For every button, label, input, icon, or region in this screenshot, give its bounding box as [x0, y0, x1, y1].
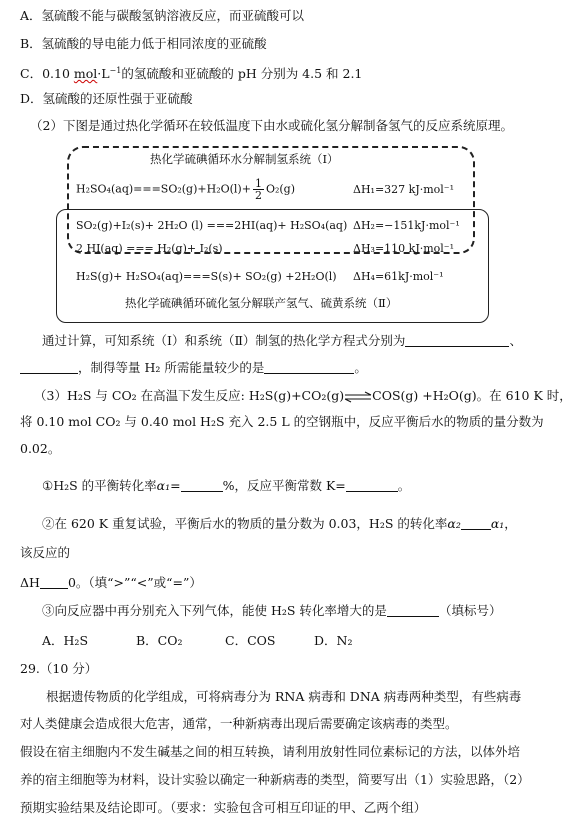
q3-sub-3-tail: （填标号）	[438, 603, 502, 618]
q29-title: 29.（10 分）	[20, 661, 98, 676]
q29-paragraph-5: 预期实验结果及结论即可。（要求：实验包含可相互印证的甲、乙两个组）	[20, 800, 427, 815]
option2-b: B．CO₂	[136, 633, 183, 648]
fraction-numerator: 1	[254, 177, 262, 190]
delta-h-label: ΔH	[20, 575, 40, 590]
q29-paragraph-1: 根据遗传物质的化学组成，可将病毒分为 RNA 病毒和 DNA 病毒两种类型，有些病毒	[46, 689, 522, 704]
q2-end: 。	[354, 360, 367, 375]
q2-intro: （2）下图是通过热化学循环在较低温度下由水或硫化氢分解制备氢气的反应系统原理。	[30, 118, 513, 133]
q3-line-1b: COS(g) +H₂O(g)。在 610 K 时，	[372, 388, 572, 403]
delta-h1: ΔH₁=327 kJ·mol⁻¹	[353, 183, 455, 196]
answer-blank-k[interactable]	[346, 478, 398, 492]
option2-c: C．COS	[225, 633, 276, 648]
q2-text-1-label: 通过计算，可知系统（Ⅰ）和系统（Ⅱ）制氢的热化学方程式分别为	[42, 333, 406, 348]
q3-sub-2-delta-h	[20, 575, 202, 591]
q3-sub-1-end: 。	[397, 478, 411, 493]
q29-paragraph-3: 假设在宿主细胞内不发生碱基之间的相互转换，请利用放射性同位素标记的方法，以体外培	[20, 744, 521, 759]
q3-sub-1b: =	[170, 478, 181, 493]
option-d: D．氢硫酸的还原性强于亚硫酸	[20, 91, 193, 106]
q3-line-3: 0.02。	[20, 441, 61, 456]
system-1-title: 热化学硫碘循环水分解制氢系统（Ⅰ）	[150, 152, 339, 166]
q3-sub-1c: %，反应平衡常数 K=	[222, 478, 346, 493]
q3-sub-2a: ②在 620 K 重复试验，平衡后水的物质的量分数为 0.03，H₂S 的转化率	[42, 516, 448, 531]
fraction-denominator: 2	[254, 189, 262, 202]
q3-sub-1a: ①H₂S 的平衡转化率	[42, 478, 157, 493]
q3-sub-2-comma: ，	[504, 516, 517, 531]
alpha-2-symbol: α₂	[447, 516, 461, 531]
q3-line-1	[34, 388, 572, 404]
equation-2: SO₂(g)+I₂(s)+ 2H₂O (l) ===2HI(aq)+ H₂SO₄(aq)	[76, 219, 348, 232]
delta-h3: ΔH₃=110 kJ·mol⁻¹	[353, 242, 455, 255]
answer-blank-delta-h[interactable]	[40, 575, 68, 589]
q3-sub-3	[42, 603, 501, 619]
option-c-post: 的氢硫酸和亚硫酸的 pH 分别为 4.5 和 2.1	[121, 66, 363, 81]
alpha-1-symbol-2: α₁	[490, 516, 505, 531]
option-c	[20, 63, 362, 82]
answer-blank-less-energy[interactable]	[264, 360, 354, 374]
q29-paragraph-4: 养的宿主细胞等为材料，设计实验以确定一种新病毒的类型，简要写出（1）实验思路，（2）	[20, 772, 530, 787]
option-b: B．氢硫酸的导电能力低于相同浓度的亚硫酸	[20, 36, 267, 51]
q29-paragraph-2: 对人类健康会造成很大危害，通常，一种新病毒出现后需要确定该病毒的类型。	[20, 716, 458, 731]
q3-sub-2d: 0。（填“>”“<”或“=”）	[67, 575, 202, 590]
q3-sub-2	[42, 516, 517, 532]
q3-sub-1	[42, 478, 410, 494]
option-c-unit: mol	[73, 66, 98, 81]
option2-d: D．N₂	[314, 633, 353, 648]
fraction-one-half	[253, 178, 264, 201]
q3-line-2: 将 0.10 mol CO₂ 与 0.40 mol H₂S 充入 2.5 L 的空钢瓶中，反应平衡后水的物质的量分数为	[20, 414, 544, 429]
q2-sep: 、	[509, 333, 522, 348]
equation-1-main: H₂SO₄(aq)===SO₂(g)+H₂O(l)+	[76, 182, 251, 196]
option-a: A．氢硫酸不能与碳酸氢钠溶液反应，而亚硫酸可以	[20, 8, 305, 23]
q3-sub-2b: 该反应的	[20, 545, 71, 560]
equilibrium-arrow-icon	[344, 392, 372, 402]
option-c-mid: ·L	[97, 66, 110, 81]
q2-text-2-label: ，制得等量 H₂ 所需能量较少的是	[78, 360, 265, 375]
q3-line-1a: （3）H₂S 与 CO₂ 在高温下发生反应: H₂S(g)+CO₂(g)	[34, 388, 345, 403]
equation-1-tail: O₂(g)	[265, 182, 296, 196]
delta-h4: ΔH₄=61kJ·mol⁻¹	[353, 270, 444, 283]
equation-3: 2 HI(aq) === H₂(g)+ I₂(s)	[76, 242, 223, 255]
alpha-1-symbol: α₁	[156, 478, 171, 493]
option-c-prefix: C．0.10	[20, 66, 74, 81]
equation-4: H₂S(g)+ H₂SO₄(aq)===S(s)+ SO₂(g) +2H₂O(l)	[76, 270, 337, 283]
q2-text-2	[20, 360, 367, 376]
answer-blank-system1[interactable]	[405, 333, 509, 347]
answer-blank-compare-alpha[interactable]	[461, 516, 491, 530]
delta-h2: ΔH₂=−151kJ·mol⁻¹	[353, 219, 460, 232]
option2-a: A．H₂S	[42, 633, 89, 648]
answer-blank-system2[interactable]	[20, 360, 78, 374]
q2-text-1	[42, 333, 522, 349]
answer-blank-conversion[interactable]	[181, 478, 223, 492]
answer-blank-gas[interactable]	[387, 603, 439, 617]
system-2-title: 热化学硫碘循环硫化氢分解联产氢气、硫黄系统（Ⅱ）	[125, 296, 398, 310]
equation-1	[76, 178, 295, 201]
option-c-sup: −1	[109, 66, 122, 75]
q3-sub-3-label: ③向反应器中再分别充入下列气体，能使 H₂S 转化率增大的是	[42, 603, 387, 618]
